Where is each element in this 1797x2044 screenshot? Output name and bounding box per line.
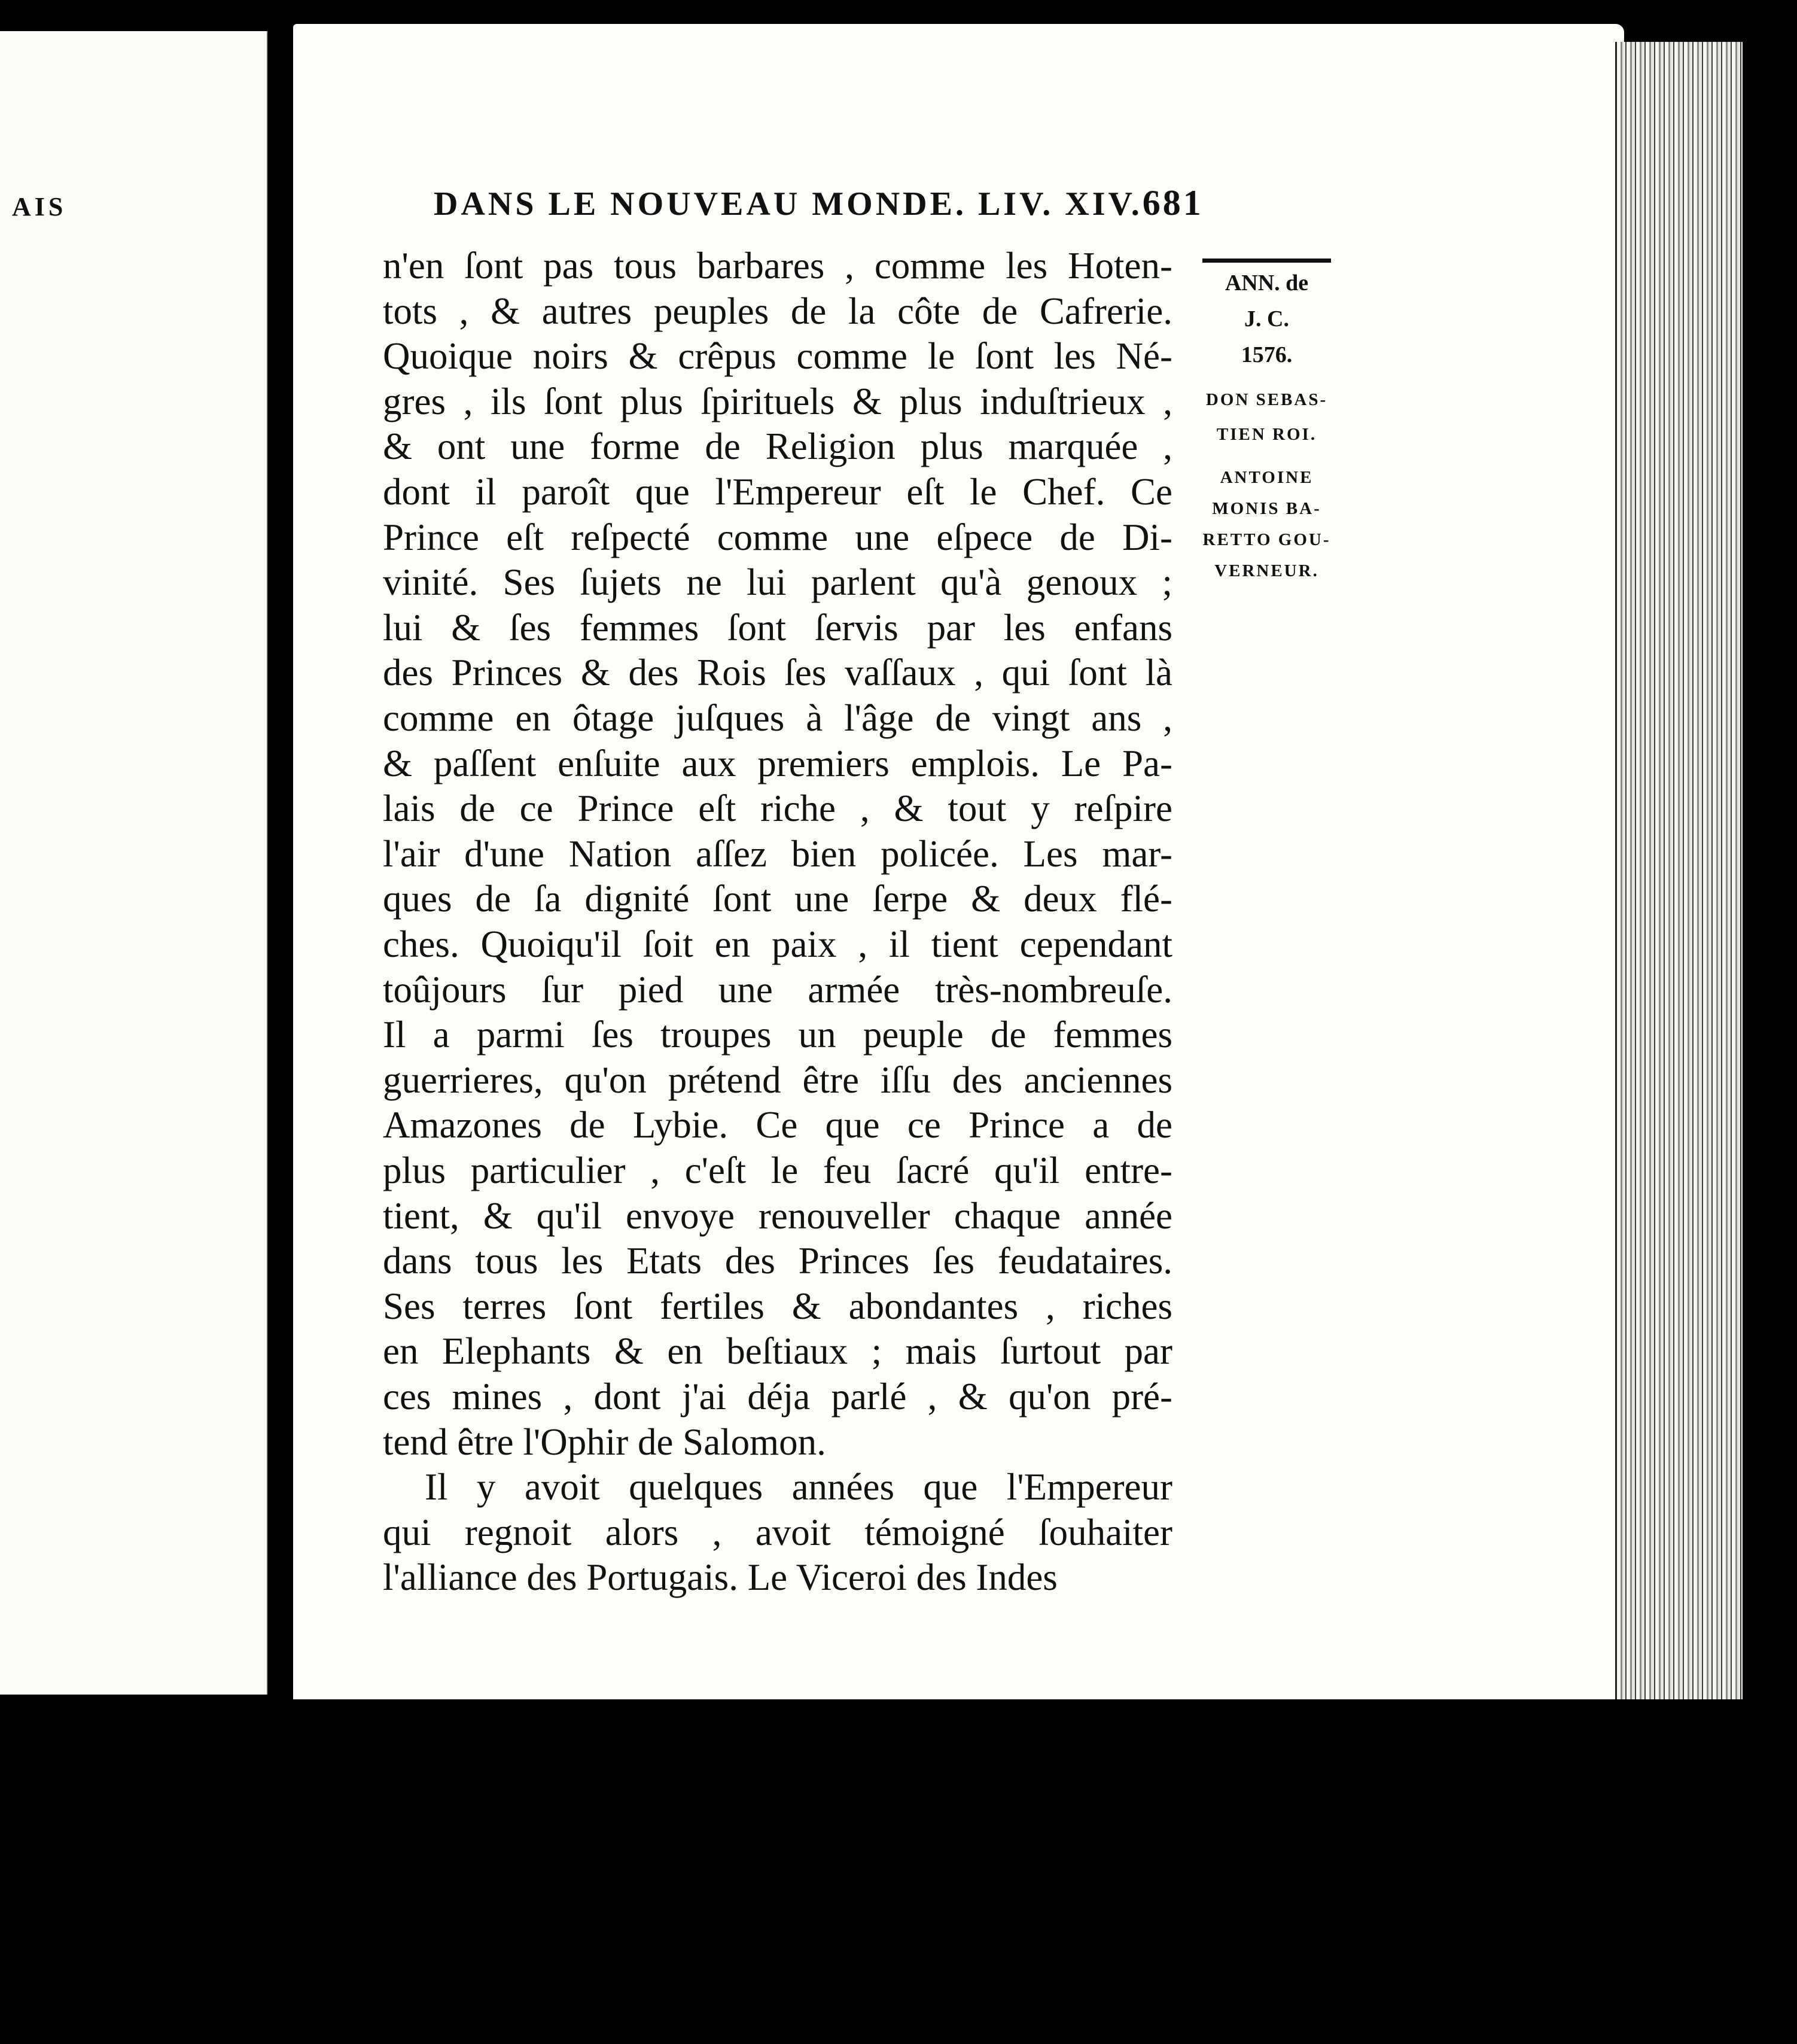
body-line: tots , & autres peuples de la côte de Cafrerie. <box>383 290 1172 332</box>
running-head-title: DANS LE NOUVEAU MONDE. LIV. XIV. <box>434 185 1143 223</box>
margin-note-line: TIEN ROI. <box>1216 425 1317 444</box>
body-line: guerrieres, qu'on prétend être iſſu des anciennes <box>383 1058 1172 1101</box>
margin-rule <box>1202 258 1331 263</box>
previous-page <box>0 31 267 1695</box>
body-line: en Elephants & en beſtiaux ; mais ſurtout par <box>383 1330 1172 1373</box>
margin-note-line: MONIS BA- <box>1212 499 1321 518</box>
body-line: gres , ils ſont plus ſpirituels & plus induſtrieux , <box>383 380 1172 422</box>
body-line: tend être l'Ophir de Salomon. <box>383 1421 826 1463</box>
body-line: vinité. Ses ſujets ne lui parlent qu'à genoux ; <box>383 561 1172 604</box>
body-line: ques de ſa dignité ſont une ſerpe & deux flé- <box>383 878 1172 920</box>
margin-note-line: ANN. de <box>1225 270 1309 296</box>
body-line: n'en ſont pas tous barbares , comme les Hoten- <box>383 245 1172 287</box>
margin-note-line: 1576. <box>1241 342 1293 367</box>
body-line: plus particulier , c'eſt le feu ſacré qu'il entre- <box>383 1149 1172 1191</box>
body-line: tient, & qu'il envoye renouveller chaque année <box>383 1194 1172 1237</box>
body-line: l'air d'une Nation aſſez bien policée. Les mar- <box>383 832 1172 875</box>
book-page-edges <box>1615 42 1743 1699</box>
body-line: dans tous les Etats des Princes ſes feudataires. <box>383 1240 1172 1282</box>
body-line: lais de ce Prince eſt riche , & tout y reſpire <box>383 787 1172 830</box>
running-head <box>434 182 1204 236</box>
body-line: des Princes & des Rois ſes vaſſaux , qui ſont là <box>383 652 1172 694</box>
margin-note-line: DON SEBAS- <box>1205 390 1328 409</box>
body-line: & paſſent enſuite aux premiers emplois. Le Pa- <box>383 742 1172 784</box>
previous-page-header: AIS <box>12 192 67 221</box>
body-line: Il a parmi ſes troupes un peuple de femmes <box>383 1014 1172 1056</box>
body-line: dont il paroît que l'Empereur eſt le Chef. Ce <box>383 471 1172 513</box>
margin-note-line: VERNEUR. <box>1214 561 1319 580</box>
body-line: comme en ôtage juſques à l'âge de vingt ans , <box>383 697 1172 739</box>
body-line: ces mines , dont j'ai déja parlé , & qu'on pré- <box>383 1376 1172 1418</box>
body-line: Quoique noirs & crêpus comme le ſont les Né- <box>383 335 1172 378</box>
margin-note-line: J. C. <box>1244 306 1289 331</box>
body-line: Amazones de Lybie. Ce que ce Prince a de <box>383 1104 1172 1146</box>
margin-note-line: ANTOINE <box>1220 468 1314 487</box>
body-line: qui regnoit alors , avoit témoigné ſouhaiter <box>383 1511 1172 1553</box>
margin-note-line: RETTO GOU- <box>1202 530 1331 549</box>
body-line: Ses terres ſont fertiles & abondantes , riches <box>383 1285 1172 1327</box>
page-number: 681 <box>1142 183 1204 223</box>
body-line: & ont une forme de Religion plus marquée , <box>383 425 1172 468</box>
body-line: ches. Quoiqu'il ſoit en paix , il tient cependant <box>383 923 1172 965</box>
body-line: lui & ſes femmes ſont ſervis par les enfans <box>383 606 1172 649</box>
body-line: Prince eſt reſpecté comme une eſpece de Di- <box>383 516 1172 558</box>
body-line: toûjours ſur pied une armée très-nombreuſe. <box>383 968 1172 1011</box>
body-line: l'alliance des Portugais. Le Viceroi des Indes <box>383 1556 1058 1599</box>
body-line: Il y avoit quelques années que l'Empereur <box>425 1466 1172 1508</box>
